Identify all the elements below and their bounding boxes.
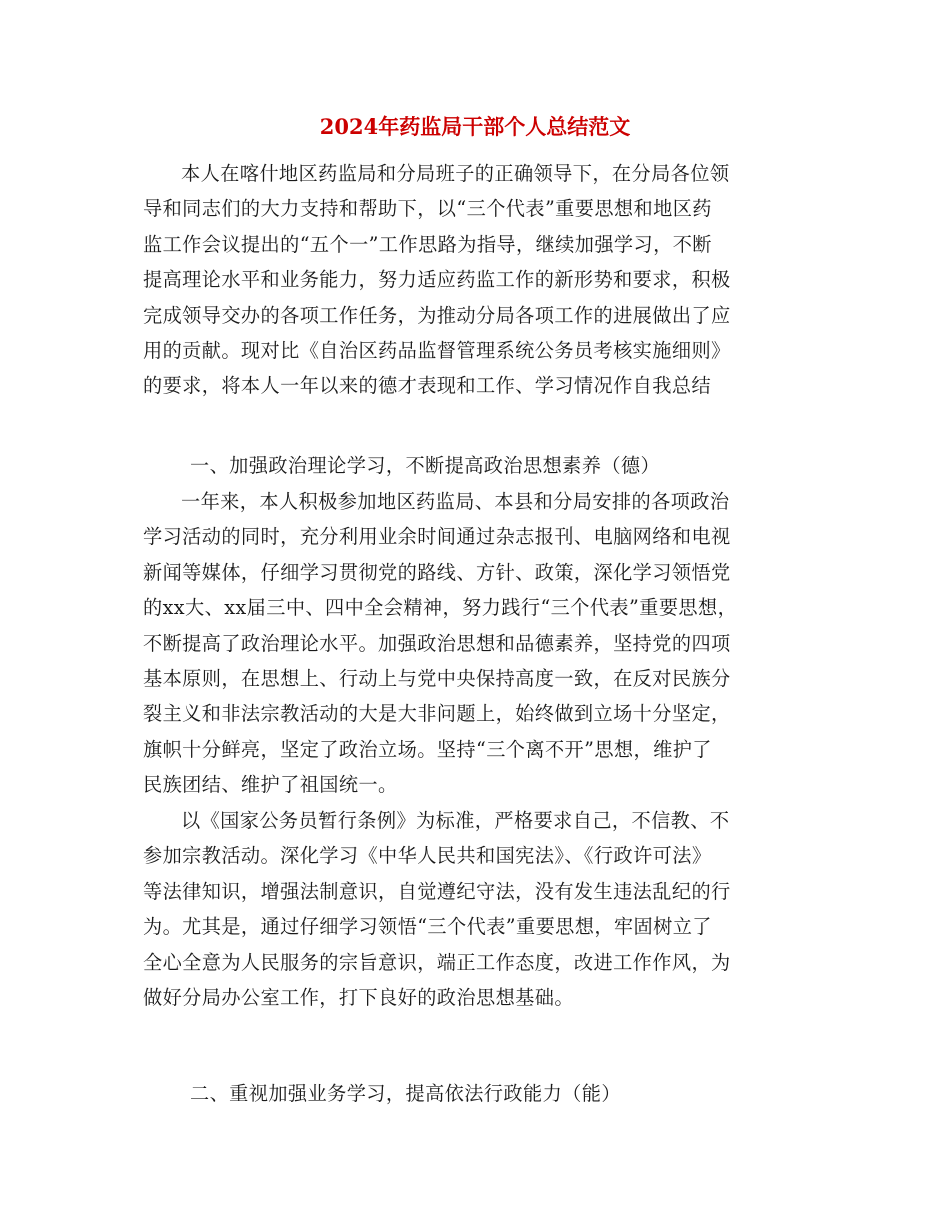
- paragraph-line: 裂主义和非法宗教活动的大是大非问题上，始终做到立场十分坚定，: [143, 702, 731, 726]
- paragraph-line: 全心全意为人民服务的宗旨意识，端正工作态度，改进工作作风，为: [143, 950, 731, 974]
- paragraph-line: 等法律知识，增强法制意识，自觉遵纪守法，没有发生违法乱纪的行: [143, 879, 731, 903]
- paragraph-line: 以《国家公务员暂行条例》为标准，严格要求自己，不信教、不: [181, 809, 730, 832]
- paragraph-line: 完成领导交办的各项工作任务，为推动分局各项工作的进展做出了应: [143, 303, 731, 327]
- paragraph-line: 不断提高了政治理论水平。加强政治思想和品德素养，坚持党的四项: [143, 631, 731, 655]
- paragraph-line: 旗帜十分鲜亮，坚定了政治立场。坚持“三个离不开”思想，维护了: [143, 737, 712, 761]
- paragraph-line: 的xx大、xx届三中、四中全会精神，努力践行“三个代表”重要思想，: [143, 596, 738, 620]
- paragraph-line: 监工作会议提出的“五个一”工作思路为指导，继续加强学习，不断: [143, 232, 712, 256]
- section-1-paragraph-2: [143, 803, 823, 1015]
- paragraph-line: 一年来，本人积极参加地区药监局、本县和分局安排的各项政治: [181, 490, 730, 513]
- paragraph-line: 做好分局办公室工作，打下良好的政治思想基础。: [143, 985, 574, 1009]
- section-2-heading: 二、重视加强业务学习，提高依法行政能力（能）: [190, 1082, 621, 1105]
- paragraph-line: 基本原则，在思想上、行动上与党中央保持高度一致，在反对民族分: [143, 666, 731, 690]
- paragraph-line: 参加宗教活动。深化学习《中华人民共和国宪法》、《行政许可法》: [143, 844, 712, 868]
- section-1-heading-block: [143, 448, 823, 483]
- section-1-heading: 一、加强政治理论学习，不断提高政治思想素养（德）: [190, 454, 661, 477]
- paragraph-line: 提高理论水平和业务能力，努力适应药监工作的新形势和要求，积极: [143, 268, 731, 292]
- section-2-heading-block: [143, 1076, 823, 1111]
- paragraph-line: 学习活动的同时，充分利用业余时间通过杂志报刊、电脑网络和电视: [143, 525, 731, 549]
- document-title: 2024年药监局干部个人总结范文: [319, 114, 631, 139]
- paragraph-line: 民族团结、维护了祖国统一。: [143, 773, 398, 797]
- paragraph-line: 新闻等媒体，仔细学习贯彻党的路线、方针、政策，深化学习领悟党: [143, 560, 731, 584]
- paragraph-line: 的要求，将本人一年以来的德才表现和工作、学习情况作自我总结: [143, 374, 712, 398]
- intro-paragraph: [143, 156, 823, 404]
- section-1-paragraph-1: [143, 484, 823, 803]
- paragraph-line: 导和同志们的大力支持和帮助下，以“三个代表”重要思想和地区药: [143, 197, 712, 221]
- paragraph-line: 用的贡献。现对比《自治区药品监督管理系统公务员考核实施细则》: [143, 338, 731, 362]
- paragraph-line: 本人在喀什地区药监局和分局班子的正确领导下，在分局各位领: [181, 162, 730, 185]
- paragraph-line: 为。尤其是，通过仔细学习领悟“三个代表”重要思想，牢固树立了: [143, 915, 712, 939]
